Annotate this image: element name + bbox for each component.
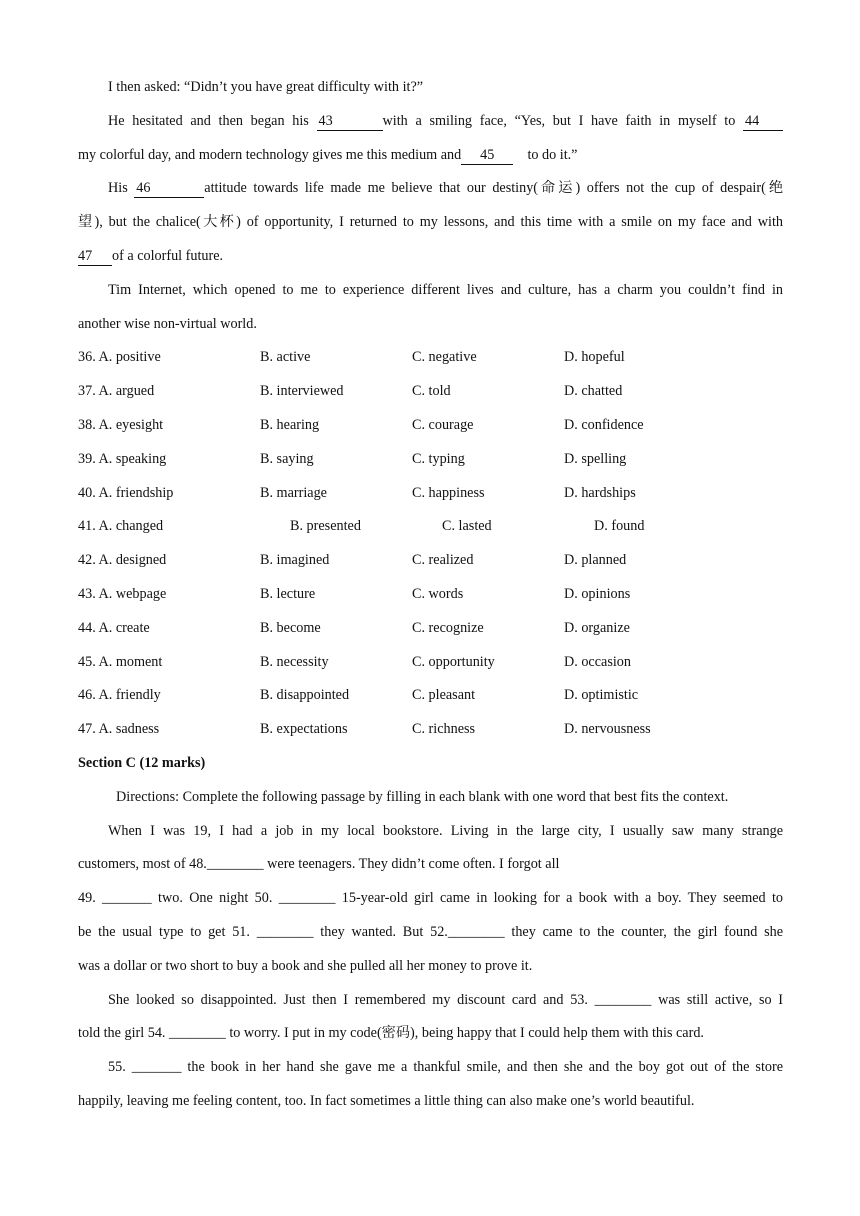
- option-d: D. found: [594, 518, 645, 535]
- option-c: C. realized: [412, 552, 474, 569]
- option-c: C. recognize: [412, 619, 484, 636]
- option-a-text: A. friendly: [98, 687, 161, 704]
- option-c: C. pleasant: [412, 687, 476, 704]
- option-d: D. occasion: [564, 653, 631, 670]
- passage-line: [78, 276, 783, 310]
- passage-line: [78, 73, 783, 107]
- question-number: 44.: [78, 619, 96, 636]
- passage-text: to do it.”: [527, 146, 578, 163]
- option-b: B. interviewed: [260, 383, 344, 400]
- option-a: [78, 580, 166, 608]
- passage-line: [78, 242, 783, 276]
- option-a: [78, 377, 154, 405]
- option-d: D. optimistic: [564, 687, 639, 704]
- question-number: 36.: [78, 349, 96, 366]
- option-c: C. lasted: [442, 518, 492, 535]
- option-a-text: A. create: [98, 619, 150, 636]
- question-row: [78, 681, 783, 715]
- question-number: 38.: [78, 416, 96, 433]
- option-d: D. organize: [564, 619, 630, 636]
- passage-line: customers, most of 48.________ were teenagers. They didn’t come often. I forgot all: [78, 856, 560, 873]
- option-a: [78, 512, 163, 540]
- option-d: D. opinions: [564, 585, 631, 602]
- passage-text: He hesitated and then began his: [108, 112, 309, 129]
- option-b: B. lecture: [260, 585, 316, 602]
- question-row: [78, 512, 783, 546]
- passage-line: 55. _______ the book in her hand she gave me a thankful smile, and then she and the boy got out of the store: [108, 1059, 783, 1076]
- option-c: C. words: [412, 585, 464, 602]
- option-c: C. typing: [412, 450, 465, 467]
- option-d: D. chatted: [564, 383, 623, 400]
- question-row: [78, 614, 783, 648]
- question-number: 41.: [78, 518, 96, 535]
- blank-46: 46: [134, 179, 204, 198]
- passage-text: my colorful day, and modern technology gives me this medium and: [78, 146, 462, 163]
- option-c: C. courage: [412, 416, 474, 433]
- passage-line: [78, 107, 783, 141]
- option-a: [78, 479, 173, 507]
- option-a: [78, 411, 163, 439]
- question-number: 45.: [78, 653, 96, 670]
- passage-line: [78, 174, 783, 208]
- blank-44: 44: [743, 112, 783, 131]
- option-d: D. spelling: [564, 450, 627, 467]
- question-number: 37.: [78, 383, 96, 400]
- option-a: [78, 546, 166, 574]
- option-a: [78, 681, 161, 709]
- document-page: [78, 73, 783, 1121]
- passage-text: Tim Internet, which opened to me to experience different lives and culture, has a charm you couldn’t find in: [108, 281, 783, 298]
- passage-line: [78, 310, 783, 344]
- question-number: 43.: [78, 585, 96, 602]
- question-number: 42.: [78, 552, 96, 569]
- question-row: [78, 343, 783, 377]
- question-number: 39.: [78, 450, 96, 467]
- option-d: D. planned: [564, 552, 627, 569]
- passage-text: ise non-virtual world.: [134, 315, 257, 332]
- section-heading: Section C (12 marks): [78, 754, 206, 771]
- option-c: C. negative: [412, 349, 477, 366]
- option-b: B. saying: [260, 450, 314, 467]
- passage-text: on my face and with: [657, 214, 783, 231]
- option-c: C. happiness: [412, 484, 485, 501]
- question-list: [78, 343, 783, 749]
- option-a-text: A. designed: [98, 552, 167, 569]
- option-a-text: A. positive: [98, 349, 161, 366]
- question-row: [78, 411, 783, 445]
- option-b: B. presented: [290, 518, 361, 535]
- question-row: [78, 580, 783, 614]
- option-b: B. become: [260, 619, 321, 636]
- question-row: [78, 715, 783, 749]
- option-a-text: A. sadness: [98, 721, 160, 738]
- passage-text: His: [108, 180, 128, 197]
- question-row: [78, 479, 783, 513]
- directions: Directions: Complete the following passage by filling in each blank with one word that best fits the context.: [116, 788, 729, 805]
- option-c: C. richness: [412, 721, 476, 738]
- option-b: B. marriage: [260, 484, 327, 501]
- passage-line: told the girl 54. ________ to worry. I put in my code(密码), being happy that I could help them with this card.: [78, 1025, 704, 1042]
- option-a: [78, 445, 166, 473]
- option-c: C. opportunity: [412, 653, 495, 670]
- option-b: B. imagined: [260, 552, 330, 569]
- question-row: [78, 546, 783, 580]
- question-row: [78, 445, 783, 479]
- question-number: 47.: [78, 721, 96, 738]
- blank-47: 47: [78, 247, 112, 266]
- passage-text: another w: [78, 315, 135, 332]
- option-a: [78, 343, 161, 371]
- passage-line: She looked so disappointed. Just then I remembered my discount card and 53. ________ was still active, so I: [108, 991, 783, 1008]
- passage-text: 望), but the chalice(大杯) of opportunity, I returned to my lessons, and this time with a smile: [78, 214, 652, 231]
- option-c: C. told: [412, 383, 451, 400]
- option-d: D. hardships: [564, 484, 636, 501]
- passage-line: When I was 19, I had a job in my local bookstore. Living in the large city, I usually saw many strange: [108, 822, 783, 839]
- passage-text: with a smiling face, “Yes, but I have faith in myself to: [382, 112, 736, 129]
- option-b: B. expectations: [260, 721, 348, 738]
- option-a: [78, 648, 162, 676]
- option-d: D. nervousness: [564, 721, 651, 738]
- passage-line: be the usual type to get 51. ________ they wanted. But 52.________ they came to the counter, the girl found she: [78, 923, 783, 940]
- option-a-text: A. argued: [98, 383, 155, 400]
- option-a: [78, 715, 159, 743]
- question-row: [78, 648, 783, 682]
- passage-text: of a colorful future.: [112, 247, 224, 264]
- passage-line: happily, leaving me feeling content, too. In fact sometimes a little thing can also make one’s world beautiful.: [78, 1092, 695, 1109]
- question-number: 46.: [78, 687, 96, 704]
- option-a-text: A. webpage: [98, 585, 167, 602]
- blank-45: 45: [461, 146, 513, 165]
- question-number: 40.: [78, 484, 96, 501]
- option-b: B. disappointed: [260, 687, 350, 704]
- option-a-text: A. eyesight: [98, 416, 164, 433]
- passage-text: attitude towards life made me believe that our destiny(命运) offers not the cup of despair(绝: [204, 180, 784, 197]
- passage-text: I then asked: “Didn’t you have great difficulty with it?”: [108, 79, 424, 95]
- option-b: B. active: [260, 349, 311, 366]
- passage-line: 49. _______ two. One night 50. ________ 15-year-old girl came in looking for a book with a boy. They seemed to: [78, 890, 783, 907]
- option-b: B. necessity: [260, 653, 329, 670]
- passage-line: [78, 141, 783, 175]
- passage-line: was a dollar or two short to buy a book and she pulled all her money to prove it.: [78, 957, 533, 974]
- option-d: D. hopeful: [564, 349, 625, 366]
- blank-43: 43: [317, 112, 383, 131]
- option-a: [78, 614, 150, 642]
- option-a-text: A. friendship: [98, 484, 174, 501]
- option-b: B. hearing: [260, 416, 320, 433]
- option-d: D. confidence: [564, 416, 644, 433]
- option-a-text: A. changed: [98, 518, 164, 535]
- option-a-text: A. speaking: [98, 450, 167, 467]
- passage-line: [78, 208, 783, 242]
- question-row: [78, 377, 783, 411]
- option-a-text: A. moment: [98, 653, 163, 670]
